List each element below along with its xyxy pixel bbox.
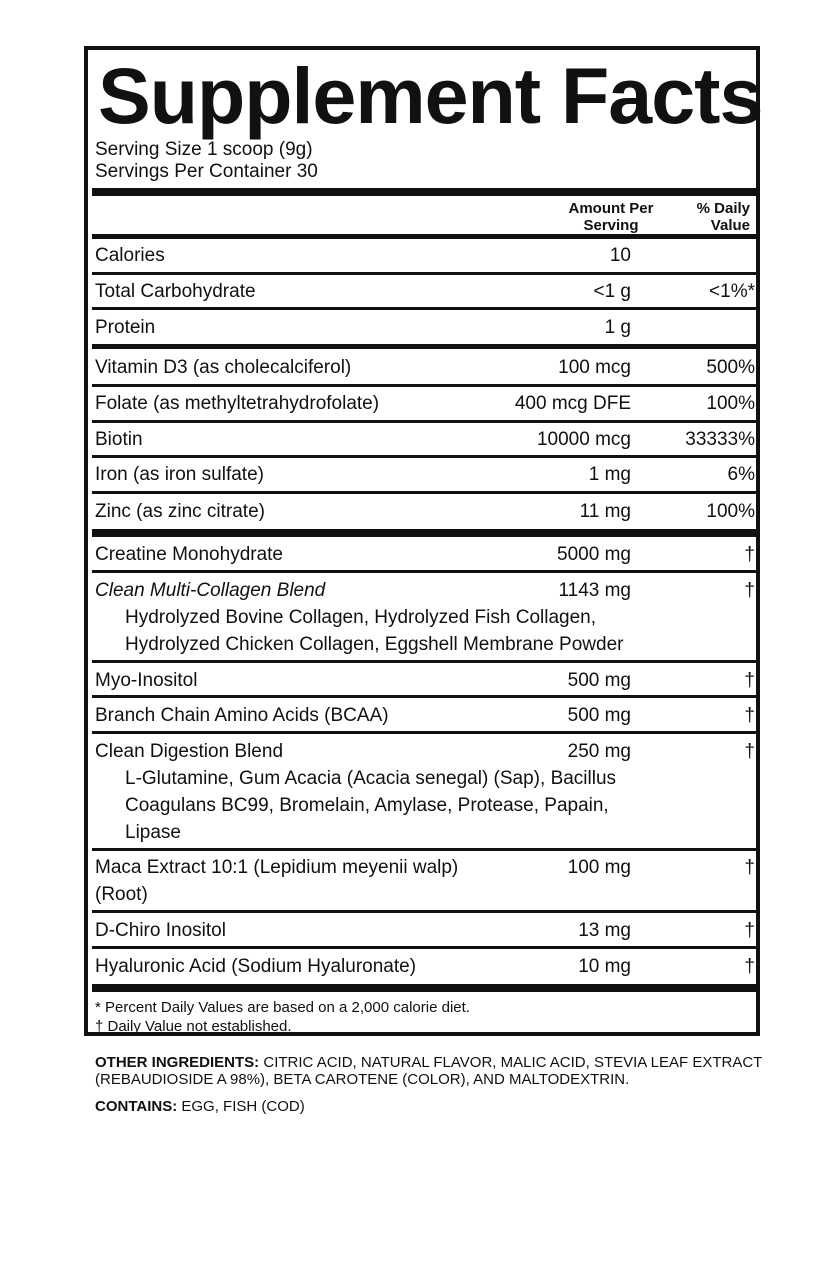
row-divider [92,272,758,275]
header-divider [92,234,758,239]
thick-divider [92,529,758,537]
row-divider [92,420,758,423]
row-divider [92,660,758,663]
row-divider [92,848,758,851]
other-ingredients-text: CITRIC ACID, NATURAL FLAVOR, MALIC ACID, STEVIA LEAF EXTRACT (REBAUDIOSIDE A 98%), BETA CAROTENE (COLOR), AND MALTODEXTRIN. [95,1054,763,1088]
row-divider [92,455,758,458]
panel-title: Supplement Facts [98,51,763,140]
footnotes [95,998,470,1036]
row-divider [92,946,758,949]
allergen-statement [95,1098,305,1115]
blend-components: Hydrolyzed Bovine Collagen, Hydrolyzed Fish Collagen, Hydrolyzed Chicken Collagen, Eggshell Membrane Powder [125,607,624,655]
row-divider [92,910,758,913]
amount-per-serving-header: Amount Per Serving [568,200,654,234]
ingredient-row: Clean Digestion Blend 250 mg † L-Glutamine, Gum Acacia (Acacia senegal) (Sap), Bacillus Coagulans BC99, Bromelain, Amylase, Protease, Papain, Lipase [95,738,755,850]
row-divider [92,695,758,698]
row-divider [92,384,758,387]
ingredient-row: Clean Multi-Collagen Blend 1143 mg † Hydrolyzed Bovine Collagen, Hydrolyzed Fish Collagen, Hydrolyzed Chicken Collagen, Eggshell Membrane Powder [95,577,755,661]
footnote-daily-value: * Percent Daily Values are based on a 2,000 calorie diet. [95,999,470,1016]
serving-size: Serving Size 1 scoop (9g) [95,139,313,160]
other-ingredients-label: OTHER INGREDIENTS: [95,1054,260,1071]
section-divider [92,344,758,349]
servings-per-container: Servings Per Container 30 [95,161,318,182]
supplement-facts-panel: Supplement Facts Serving Size 1 scoop (9g) Servings Per Container 30 Amount Per Serving % Daily Value Calories 10 Total Carbohydrate <1 g <1%* Protein 1 g Vitamin D3 (as cholecalciferol) 100 mcg 500% Folate (as methyltetrahydrofolate) 400 mcg DFE 100% Biotin 10000 mcg 33333% Iron (as iron sulfate) 1 mg 6% Zinc (as zinc citrate) 11 mg 100% Creatine Monohydrate 5000 mg † Clean Multi-Collagen Blend 1143 mg † Hydrolyzed Bovine Collagen, Hydrolyzed Fish Collagen, Hydrolyzed Chicken Collagen, Eggshell Membrane Powder Myo-Inositol 500 mg † Branch Chain Amino Acids (BCAA) 500 mg † Clean Digestion Blend 250 mg † L-Glutamine, Gum Acacia (Acacia senegal) (Sap), Bacillus Coagulans BC99, Bromelain, Amylase, Protease, Papain, Lipase Maca Extract 10:1 (Lepidium meyenii walp) (Root) 100 mg † D-Chiro Inositol 13 mg † Hyaluronic Acid (Sodium Hyaluronate) 10 mg † * Percent Daily Values are based on a 2,000 calorie diet. † Daily Value not established. [84,46,760,1036]
row-divider [92,491,758,494]
other-ingredients [95,1054,785,1088]
thick-divider [92,188,758,196]
row-divider [92,731,758,734]
blend-components: L-Glutamine, Gum Acacia (Acacia senegal) (Sap), Bacillus Coagulans BC99, Bromelain, Amylase, Protease, Papain, Lipase [125,768,617,843]
row-divider [92,307,758,310]
ingredient-row: Maca Extract 10:1 (Lepidium meyenii walp) (Root) 100 mg † [95,857,755,905]
thick-divider [92,984,758,992]
contains-text: EGG, FISH (COD) [177,1098,305,1115]
serving-info [95,139,318,183]
contains-label: CONTAINS: [95,1098,178,1115]
row-divider [92,570,758,573]
daily-value-header: % Daily Value [696,200,750,234]
footnote-not-established: † Daily Value not established. [95,1018,292,1035]
